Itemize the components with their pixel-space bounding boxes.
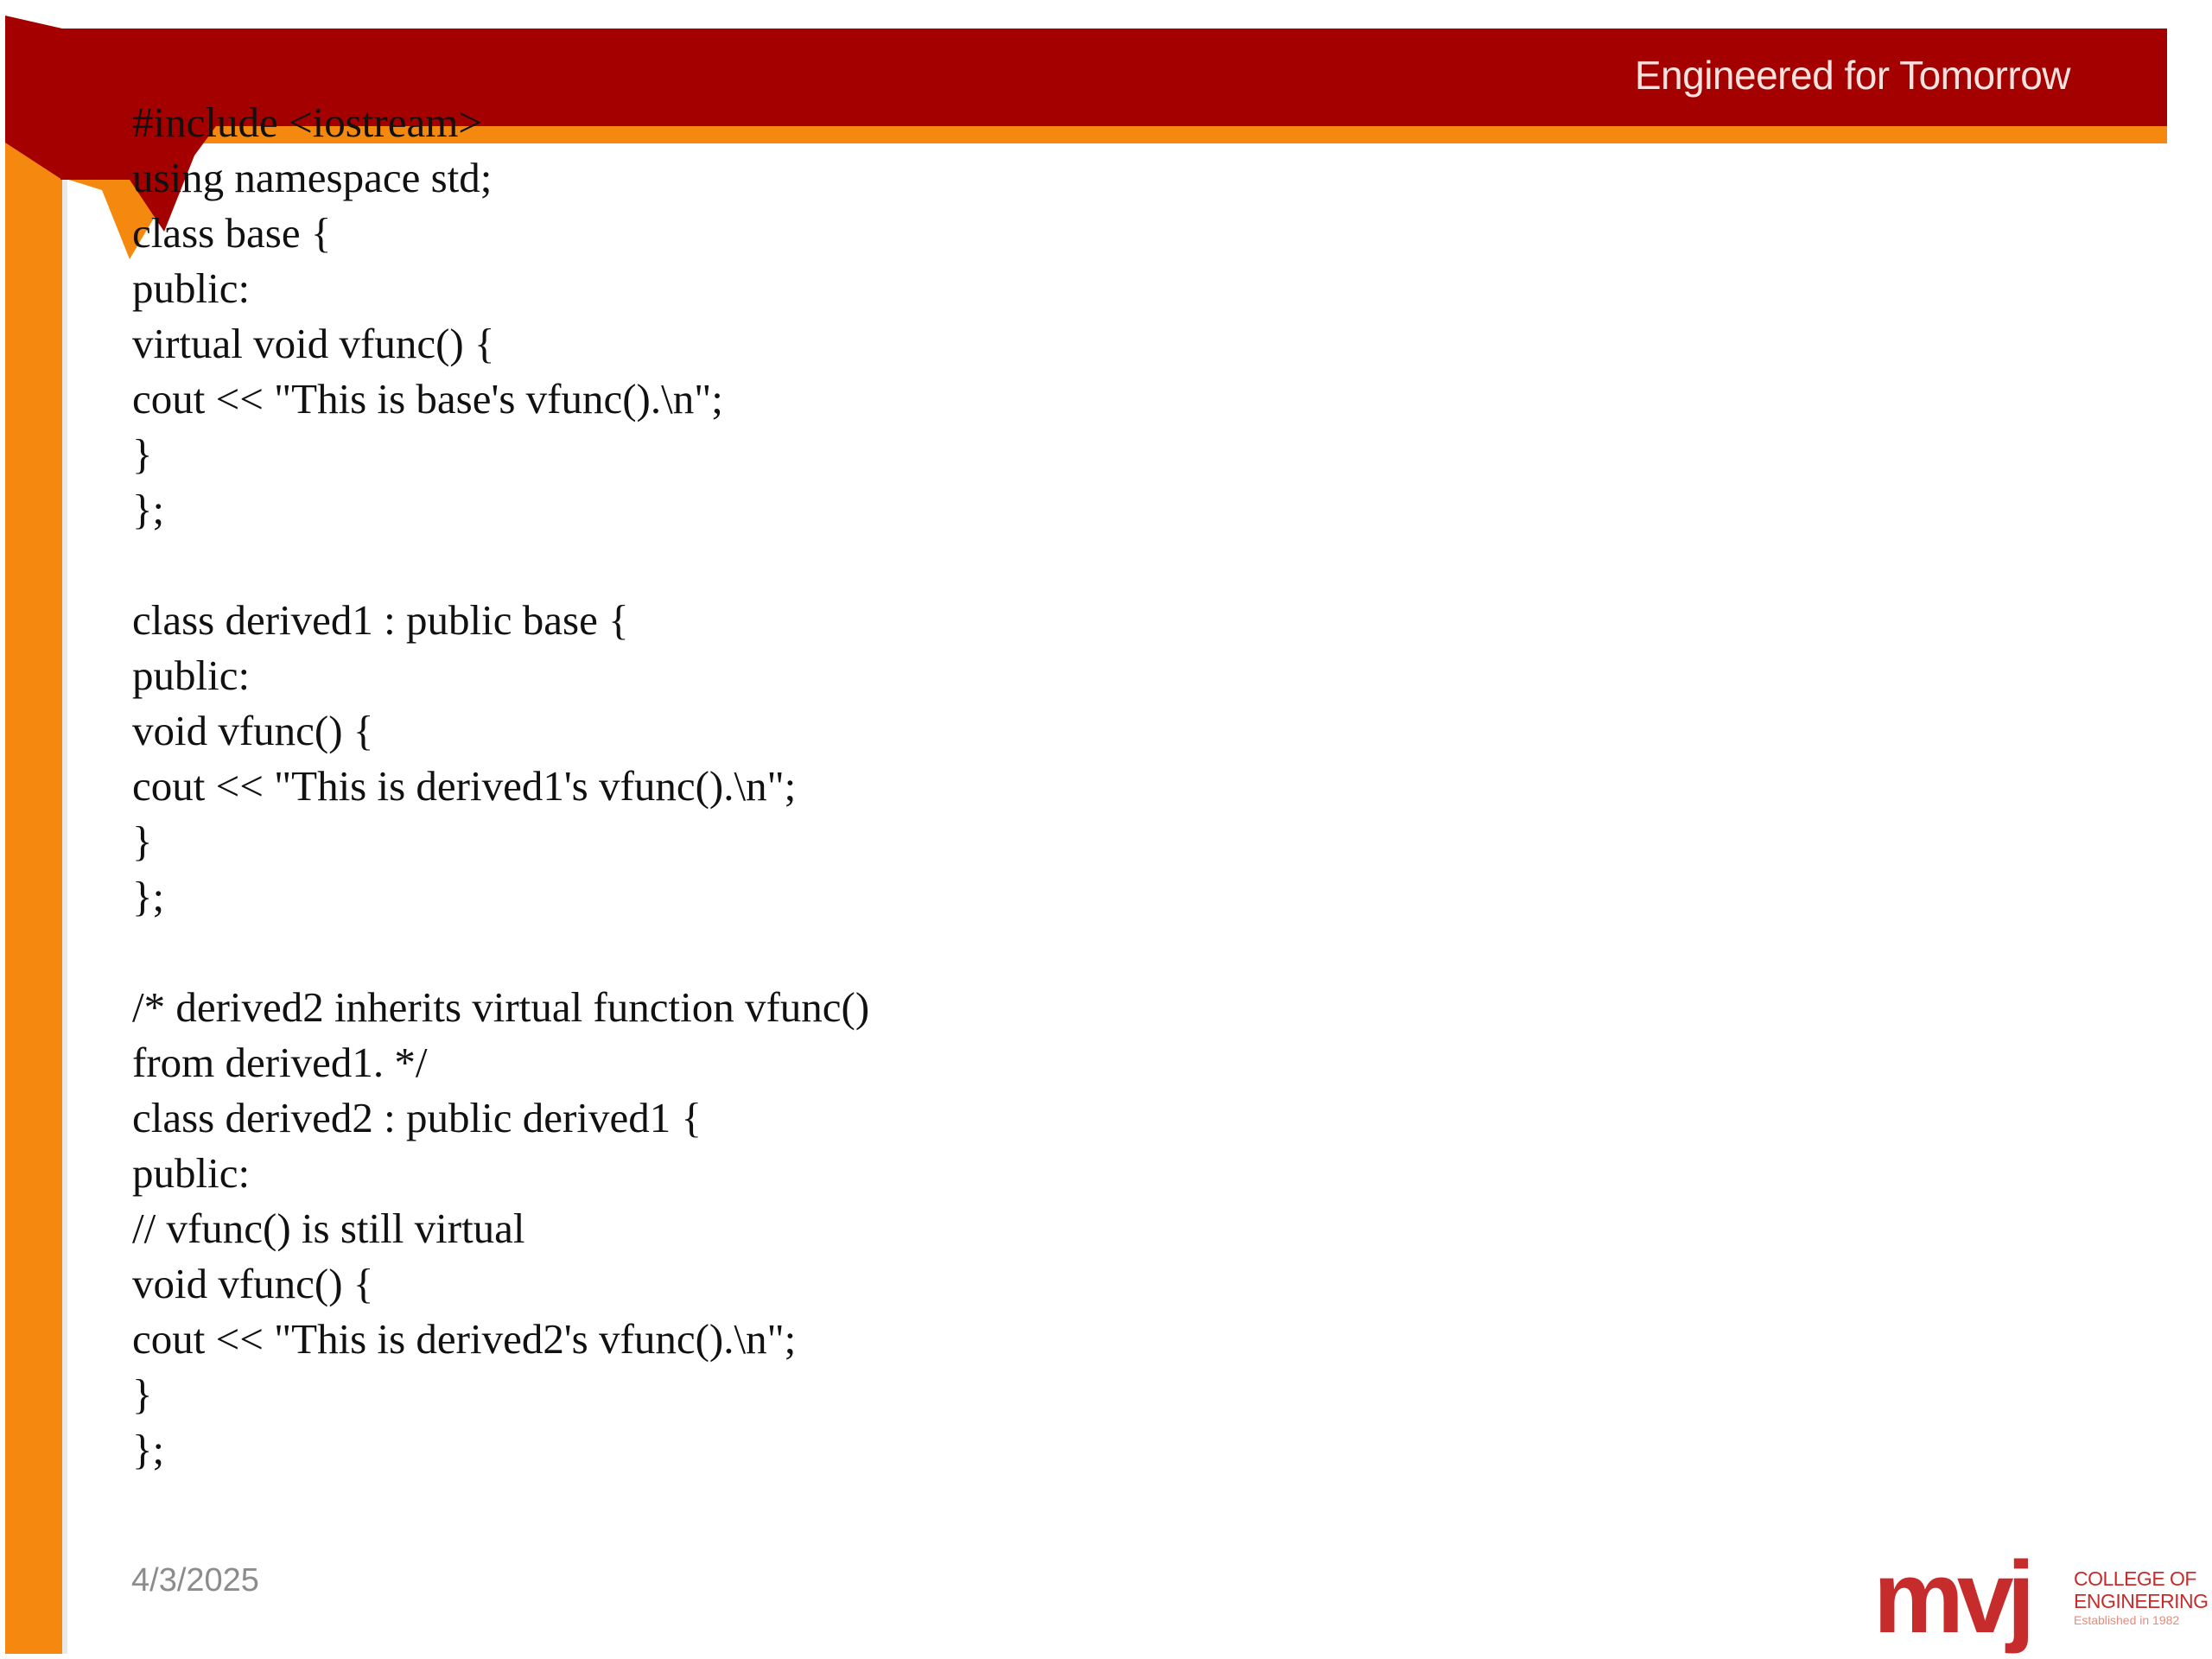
code-line: } — [132, 1370, 153, 1418]
left-orange-bar — [5, 140, 62, 1654]
code-line: }; — [132, 486, 165, 533]
header-tagline: Engineered for Tomorrow — [1634, 53, 2070, 98]
code-line: }; — [132, 1426, 165, 1473]
college-logo — [1873, 1541, 2210, 1659]
code-line: /* derived2 inherits virtual function vfunc() — [132, 983, 870, 1031]
code-line: } — [132, 817, 153, 865]
code-line: class derived1 : public base { — [132, 596, 629, 644]
code-line: cout << "This is derived2's vfunc().\n"; — [132, 1315, 797, 1363]
slide-date: 4/3/2025 — [131, 1562, 259, 1599]
code-line — [132, 537, 869, 593]
code-line: from derived1. */ — [132, 1039, 428, 1086]
logo-line-college-of: COLLEGE OF — [2074, 1567, 2196, 1590]
code-line: using namespace std; — [132, 154, 493, 201]
code-line: public: — [132, 264, 251, 312]
code-line: cout << "This is base's vfunc().\n"; — [132, 375, 723, 423]
code-block — [132, 95, 869, 1478]
code-line: void vfunc() { — [132, 1260, 374, 1307]
code-line: }; — [132, 873, 165, 920]
code-line: virtual void vfunc() { — [132, 320, 495, 367]
code-line — [132, 925, 869, 980]
code-line: // vfunc() is still virtual — [132, 1205, 525, 1252]
logo-line-engineering: ENGINEERING — [2074, 1590, 2209, 1612]
code-line: void vfunc() { — [132, 707, 374, 754]
code-line: #include <iostream> — [132, 99, 482, 146]
logo-text — [2074, 1569, 2209, 1626]
code-line: class derived2 : public derived1 { — [132, 1094, 702, 1141]
code-line: public: — [132, 1149, 251, 1197]
code-line: class base { — [132, 209, 332, 257]
code-line: public: — [132, 652, 251, 699]
code-line: cout << "This is derived1's vfunc().\n"; — [132, 762, 797, 810]
left-bar-edge — [62, 180, 67, 1654]
logo-line-established: Established in 1982 — [2074, 1613, 2180, 1627]
logo-mark: mvj — [1873, 1541, 2029, 1655]
code-line: } — [132, 430, 153, 478]
